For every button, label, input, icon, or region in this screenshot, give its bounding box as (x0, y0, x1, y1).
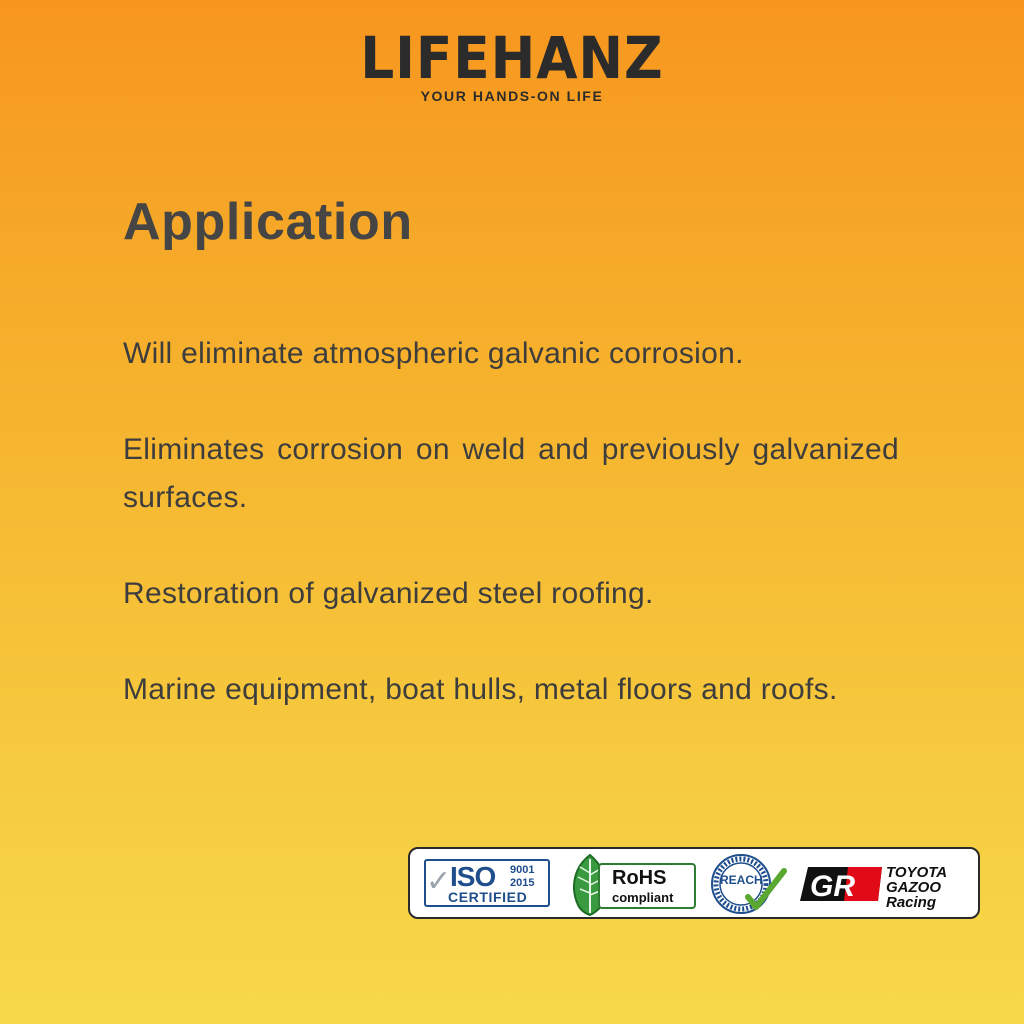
reach-label: REACH (720, 873, 763, 887)
rohs-compliant-text: compliant (612, 890, 674, 905)
iso-standard: 9001 (510, 864, 535, 876)
reach-compliant-badge (710, 853, 790, 915)
application-item: Restoration of galvanized steel roofing. (123, 577, 654, 610)
certification-bar (408, 847, 980, 919)
application-list (123, 330, 899, 762)
check-icon: ✓ (426, 865, 452, 898)
iso-certified-text: CERTIFIED (448, 889, 528, 905)
rohs-label: RoHS (612, 867, 667, 889)
application-item: Marine equipment, boat hulls, metal floors and roofs. (123, 673, 838, 706)
toyota-gazoo-racing-logo (794, 857, 976, 911)
iso-label: ISO (450, 861, 496, 892)
rohs-compliant-badge (568, 853, 696, 915)
application-item: Will eliminate atmospheric galvanic corrosion. (123, 337, 744, 370)
gr-mark-icon (794, 857, 884, 911)
iso-certified-badge (424, 859, 554, 909)
gr-line-gazoo: GAZOO (886, 879, 941, 896)
section-title: Application (123, 193, 413, 251)
brand-logo (0, 26, 1024, 104)
application-item: Eliminates corrosion on weld and previously galvanized surfaces. (123, 433, 899, 514)
iso-year: 2015 (510, 877, 535, 889)
gr-line-racing: Racing (886, 894, 937, 911)
gr-line-toyota: TOYOTA (886, 864, 948, 881)
brand-name: LIFEHANZ (360, 24, 664, 92)
svg-text:GR: GR (810, 870, 855, 903)
brand-tagline: YOUR HANDS-ON LIFE (420, 88, 604, 104)
